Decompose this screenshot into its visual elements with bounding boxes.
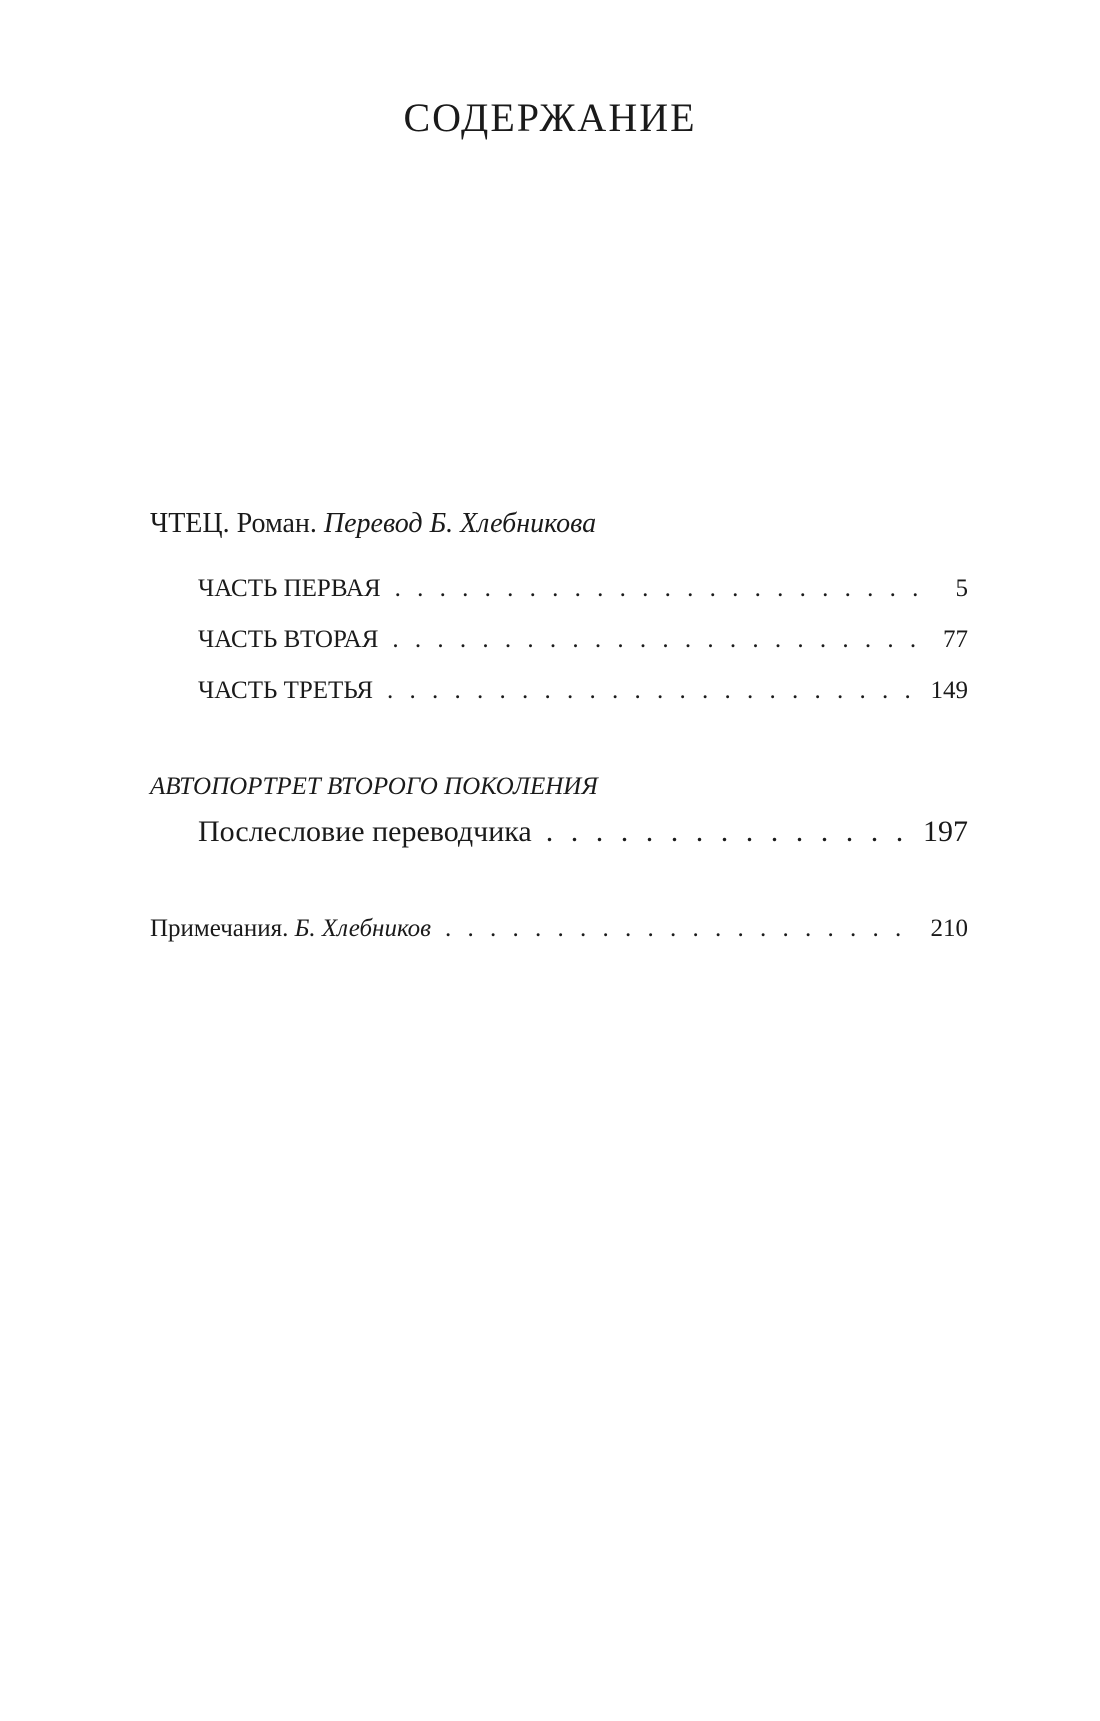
toc-entry-page: 77 — [943, 626, 968, 653]
book-translation: Перевод Б. Хлебникова — [323, 508, 597, 539]
toc-entry-page: 210 — [930, 915, 968, 942]
dot-leader — [387, 678, 918, 703]
book-heading — [150, 510, 596, 538]
notes-author: Б. Хлебников — [294, 915, 432, 942]
toc-entry-afterword[interactable] — [198, 817, 968, 847]
dot-leader — [392, 627, 918, 652]
toc-entry-notes[interactable] — [150, 916, 968, 941]
toc-entry-label — [150, 916, 431, 941]
toc-entry-label: ЧАСТЬ ВТОРАЯ — [198, 626, 379, 653]
toc-entry-label: Послесловие переводчика — [198, 815, 532, 848]
book-name: ЧТЕЦ. — [150, 508, 230, 539]
book-genre: Роман. — [236, 508, 317, 539]
dot-leader — [395, 576, 918, 601]
toc-entry-part-1[interactable] — [198, 576, 968, 601]
toc-entry-page: 149 — [930, 677, 968, 704]
dot-leader — [546, 817, 917, 847]
toc-entry-part-3[interactable] — [198, 678, 968, 703]
toc-entry-label: ЧАСТЬ ПЕРВАЯ — [198, 575, 381, 602]
toc-entry-page: 197 — [923, 815, 968, 848]
notes-label: Примечания. — [150, 915, 289, 942]
afterword-heading: АВТОПОРТРЕТ ВТОРОГО ПОКОЛЕНИЯ — [150, 773, 598, 800]
page-title: СОДЕРЖАНИЕ — [403, 95, 697, 140]
toc-entry-part-2[interactable] — [198, 627, 968, 652]
dot-leader — [445, 916, 918, 941]
toc-entry-page: 5 — [955, 575, 968, 602]
toc-entry-label: ЧАСТЬ ТРЕТЬЯ — [198, 677, 374, 704]
